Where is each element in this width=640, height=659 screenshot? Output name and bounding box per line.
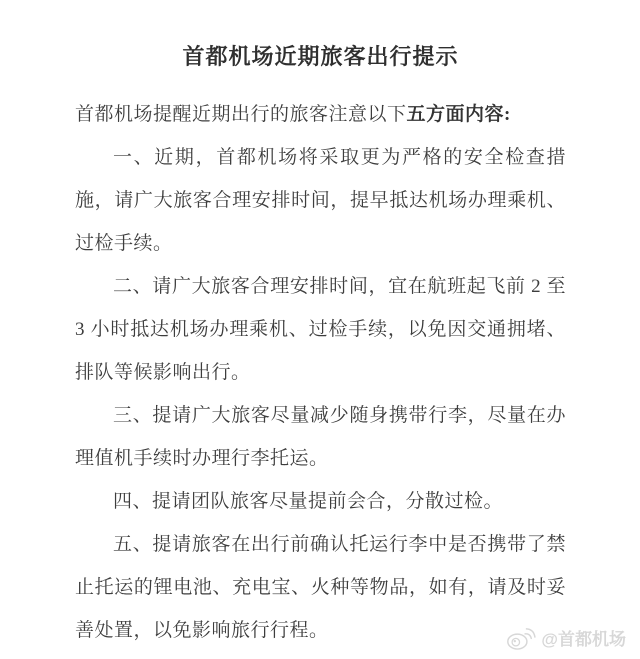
paragraph-item-5: 五、提请旅客在出行前确认托运行李中是否携带了禁止托运的锂电池、充电宝、火种等物品，如有，请及时妥善处置，以免影响旅行行程。 bbox=[75, 534, 566, 641]
intro-text-bold: 五方面内容: bbox=[406, 104, 511, 125]
weibo-icon bbox=[506, 624, 536, 651]
intro-paragraph bbox=[75, 93, 566, 136]
document-body bbox=[75, 93, 566, 652]
watermark-handle: @首都机场 bbox=[541, 630, 626, 649]
intro-text-regular: 首都机场提醒近期出行的旅客注意以下 bbox=[75, 104, 407, 125]
paragraph-item-1: 一、近期，首都机场将采取更为严格的安全检查措施，请广大旅客合理安排时间，提早抵达机场办理乘机、过检手续。 bbox=[75, 147, 566, 254]
page-title: 首都机场近期旅客出行提示 bbox=[182, 44, 459, 69]
paragraph-item-2: 二、请广大旅客合理安排时间，宜在航班起飞前 2 至 3 小时抵达机场办理乘机、过检手续，以免因交通拥堵、排队等候影响出行。 bbox=[75, 276, 566, 383]
paragraph-item-3: 三、提请广大旅客尽量减少随身携带行李，尽量在办理值机手续时办理行李托运。 bbox=[75, 405, 566, 469]
paragraph-item-4: 四、提请团队旅客尽量提前会合，分散过检。 bbox=[113, 491, 504, 512]
watermark bbox=[506, 624, 626, 651]
